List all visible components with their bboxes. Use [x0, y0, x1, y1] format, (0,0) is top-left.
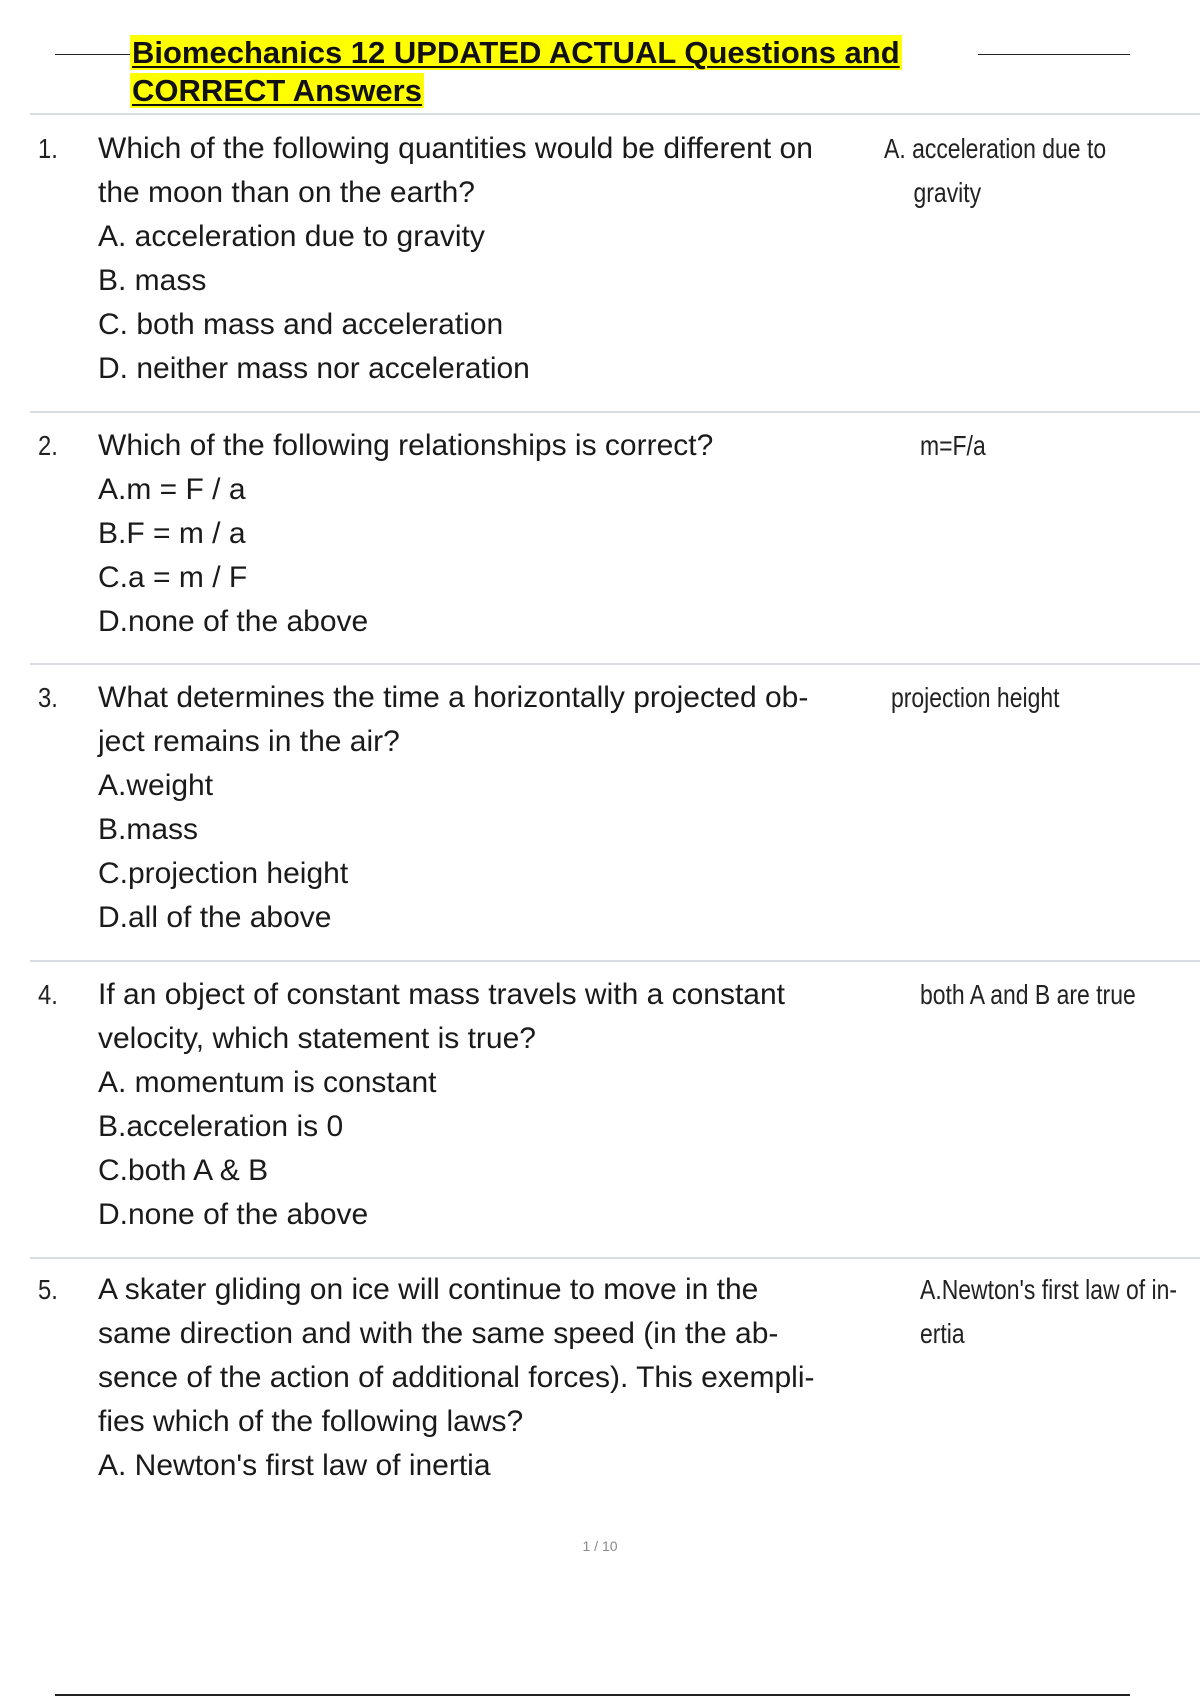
question-number: 2.: [38, 430, 58, 461]
answer-line: ertia: [920, 1318, 965, 1349]
option-a: A.m = F / a: [98, 473, 246, 506]
answer-line: A.Newton's first law of in-: [920, 1274, 1178, 1305]
question-line: What determines the time a horizontally projected ob-: [98, 681, 809, 714]
answer: [920, 1268, 1177, 1356]
divider: [30, 411, 1200, 413]
option-b: B.F = m / a: [98, 517, 246, 550]
answer-line: m=F/a: [920, 430, 986, 461]
answer-line: A. acceleration due to: [884, 133, 1107, 164]
document-title: [130, 34, 990, 110]
question-line: ject remains in the air?: [98, 725, 400, 758]
option-b: B. mass: [98, 264, 207, 297]
question-number: 3.: [38, 682, 58, 713]
divider: [30, 663, 1200, 665]
question-line: Which of the following relationships is correct?: [98, 429, 714, 462]
option-a: A.weight: [98, 769, 214, 802]
title-rule-right: [978, 54, 1130, 55]
question-number: 5.: [38, 1274, 58, 1305]
question-number: 4.: [38, 979, 58, 1010]
divider: [30, 960, 1200, 962]
option-c: C.a = m / F: [98, 561, 248, 594]
answer-line: gravity: [913, 177, 982, 208]
document-header: [0, 32, 1200, 112]
page-number: 1 / 10: [582, 1538, 618, 1554]
option-a: A. momentum is constant: [98, 1066, 437, 1099]
question-line: the moon than on the earth?: [98, 176, 475, 209]
option-b: B.mass: [98, 813, 199, 846]
title-line-2: CORRECT Answers: [132, 73, 422, 108]
question-text: [98, 973, 785, 1237]
option-a: A. acceleration due to gravity: [98, 220, 485, 253]
divider: [30, 1257, 1200, 1259]
answer: [891, 676, 1059, 720]
option-d: D.none of the above: [98, 1198, 369, 1231]
option-d: D. neither mass nor acceleration: [98, 352, 530, 385]
question-line: A skater gliding on ice will continue to move in the: [98, 1273, 759, 1306]
answer-line: projection height: [891, 682, 1060, 713]
title-line-1: Biomechanics 12 UPDATED ACTUAL Questions and: [132, 35, 900, 70]
option-c: C.projection height: [98, 857, 349, 890]
option-a: A. Newton's first law of inertia: [98, 1449, 491, 1482]
answer: [920, 424, 986, 468]
question-line: velocity, which statement is true?: [98, 1022, 536, 1055]
question-line: If an object of constant mass travels with a constant: [98, 978, 786, 1011]
question-line: Which of the following quantities would be different on: [98, 132, 813, 165]
answer: [884, 127, 1106, 215]
divider: [30, 113, 1200, 115]
option-c: C. both mass and acceleration: [98, 308, 504, 341]
option-b: B.acceleration is 0: [98, 1110, 344, 1143]
question-text: [98, 676, 808, 940]
option-d: D.all of the above: [98, 901, 332, 934]
question-text: [98, 1268, 814, 1488]
option-c: C.both A & B: [98, 1154, 269, 1187]
answer: [920, 973, 1136, 1017]
question-line: sence of the action of additional forces). This exempli-: [98, 1361, 815, 1394]
question-line: same direction and with the same speed (in the ab-: [98, 1317, 779, 1350]
footer-rule: [55, 1694, 1130, 1696]
title-rule-left: [55, 54, 130, 55]
option-d: D.none of the above: [98, 605, 369, 638]
answer-line: both A and B are true: [920, 979, 1136, 1010]
question-number: 1.: [38, 133, 58, 164]
question-text: [98, 127, 813, 391]
question-text: [98, 424, 713, 644]
question-line: fies which of the following laws?: [98, 1405, 524, 1438]
